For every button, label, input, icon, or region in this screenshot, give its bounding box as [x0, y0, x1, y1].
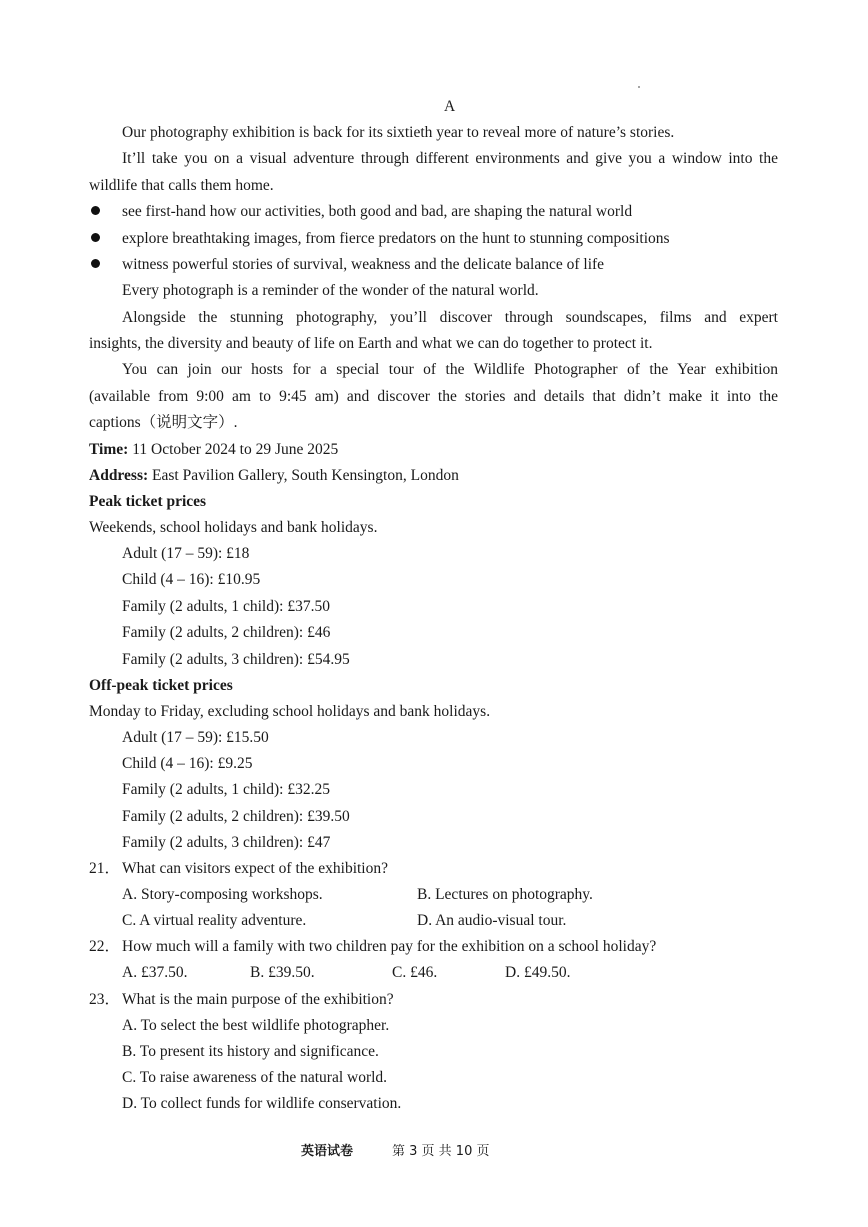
address-value: East Pavilion Gallery, South Kensington, London — [152, 467, 459, 484]
option-c: C. £46. — [392, 964, 438, 981]
option-c: C. A virtual reality adventure. — [122, 912, 307, 929]
price-item: Family (2 adults, 2 children): £46 — [122, 624, 331, 641]
option-a: A. To select the best wildlife photographer. — [122, 1017, 390, 1034]
option-c: C. To raise awareness of the natural world. — [122, 1069, 388, 1086]
paragraph-line: It’ll take you on a visual adventure through different environments and give you a window into the — [122, 150, 778, 167]
bullet-item: see first-hand how our activities, both good and bad, are shaping the natural world — [122, 203, 633, 220]
price-item: Child (4 – 16): £10.95 — [122, 571, 261, 588]
peak-note: Weekends, school holidays and bank holidays. — [89, 519, 378, 536]
offpeak-heading: Off-peak ticket prices — [89, 677, 233, 694]
price-item: Adult (17 – 59): £15.50 — [122, 729, 269, 746]
question-number: 21． — [89, 860, 121, 877]
question-text: What is the main purpose of the exhibition? — [122, 991, 394, 1008]
reminder-paragraph: Every photograph is a reminder of the wonder of the natural world. — [122, 282, 539, 299]
question-text: How much will a family with two children pay for the exhibition on a school holiday? — [122, 938, 657, 955]
option-b: B. Lectures on photography. — [417, 886, 593, 903]
paragraph-line: You can join our hosts for a special tour of the Wildlife Photographer of the Year exhibition — [122, 361, 778, 378]
option-b: B. To present its history and significance. — [122, 1043, 379, 1060]
bullet-item: explore breathtaking images, from fierce predators on the hunt to stunning compositions — [122, 230, 670, 247]
option-b: B. £39.50. — [250, 964, 315, 981]
price-item: Family (2 adults, 3 children): £47 — [122, 834, 331, 851]
address-row — [89, 466, 459, 486]
scan-speck — [638, 86, 640, 88]
option-d: D. To collect funds for wildlife conservation. — [122, 1095, 402, 1112]
paragraph-line: insights, the diversity and beauty of life on Earth and what we can do together to protect it. — [89, 335, 653, 352]
option-d: D. An audio-visual tour. — [417, 912, 567, 929]
price-item: Family (2 adults, 1 child): £32.25 — [122, 781, 330, 798]
paragraph-line: (available from 9:00 am to 9:45 am) and discover the stories and details that didn’t make it into the — [89, 388, 778, 405]
intro-paragraph: Our photography exhibition is back for its sixtieth year to reveal more of nature’s stories. — [122, 124, 675, 141]
price-item: Family (2 adults, 2 children): £39.50 — [122, 808, 350, 825]
bullet-icon — [91, 259, 100, 268]
footer-subject: 英语试卷 — [301, 1144, 354, 1159]
option-a: A. Story-composing workshops. — [122, 886, 323, 903]
time-row — [89, 440, 338, 460]
question-number: 22． — [89, 938, 121, 955]
price-item: Adult (17 – 59): £18 — [122, 545, 250, 562]
paragraph-line: wildlife that calls them home. — [89, 177, 274, 194]
paragraph-line: Alongside the stunning photography, you’ll discover through soundscapes, films and expert — [122, 309, 778, 326]
bullet-item: witness powerful stories of survival, weakness and the delicate balance of life — [122, 256, 605, 273]
address-label: Address: — [89, 467, 149, 484]
price-item: Child (4 – 16): £9.25 — [122, 755, 253, 772]
time-value: 11 October 2024 to 29 June 2025 — [132, 441, 339, 458]
price-item: Family (2 adults, 1 child): £37.50 — [122, 598, 330, 615]
bullet-icon — [91, 206, 100, 215]
question-text: What can visitors expect of the exhibition? — [122, 860, 388, 877]
peak-heading: Peak ticket prices — [89, 493, 207, 510]
bullet-icon — [91, 233, 100, 242]
paragraph-line: captions（说明文字）. — [89, 414, 238, 431]
question-number: 23． — [89, 991, 121, 1008]
footer-page-info: 第 3 页 共 10 页 — [392, 1144, 490, 1159]
option-a: A. £37.50. — [122, 964, 188, 981]
offpeak-note: Monday to Friday, excluding school holidays and bank holidays. — [89, 703, 491, 720]
option-d: D. £49.50. — [505, 964, 571, 981]
time-label: Time: — [89, 441, 129, 458]
passage-letter: A — [444, 98, 456, 115]
price-item: Family (2 adults, 3 children): £54.95 — [122, 651, 350, 668]
